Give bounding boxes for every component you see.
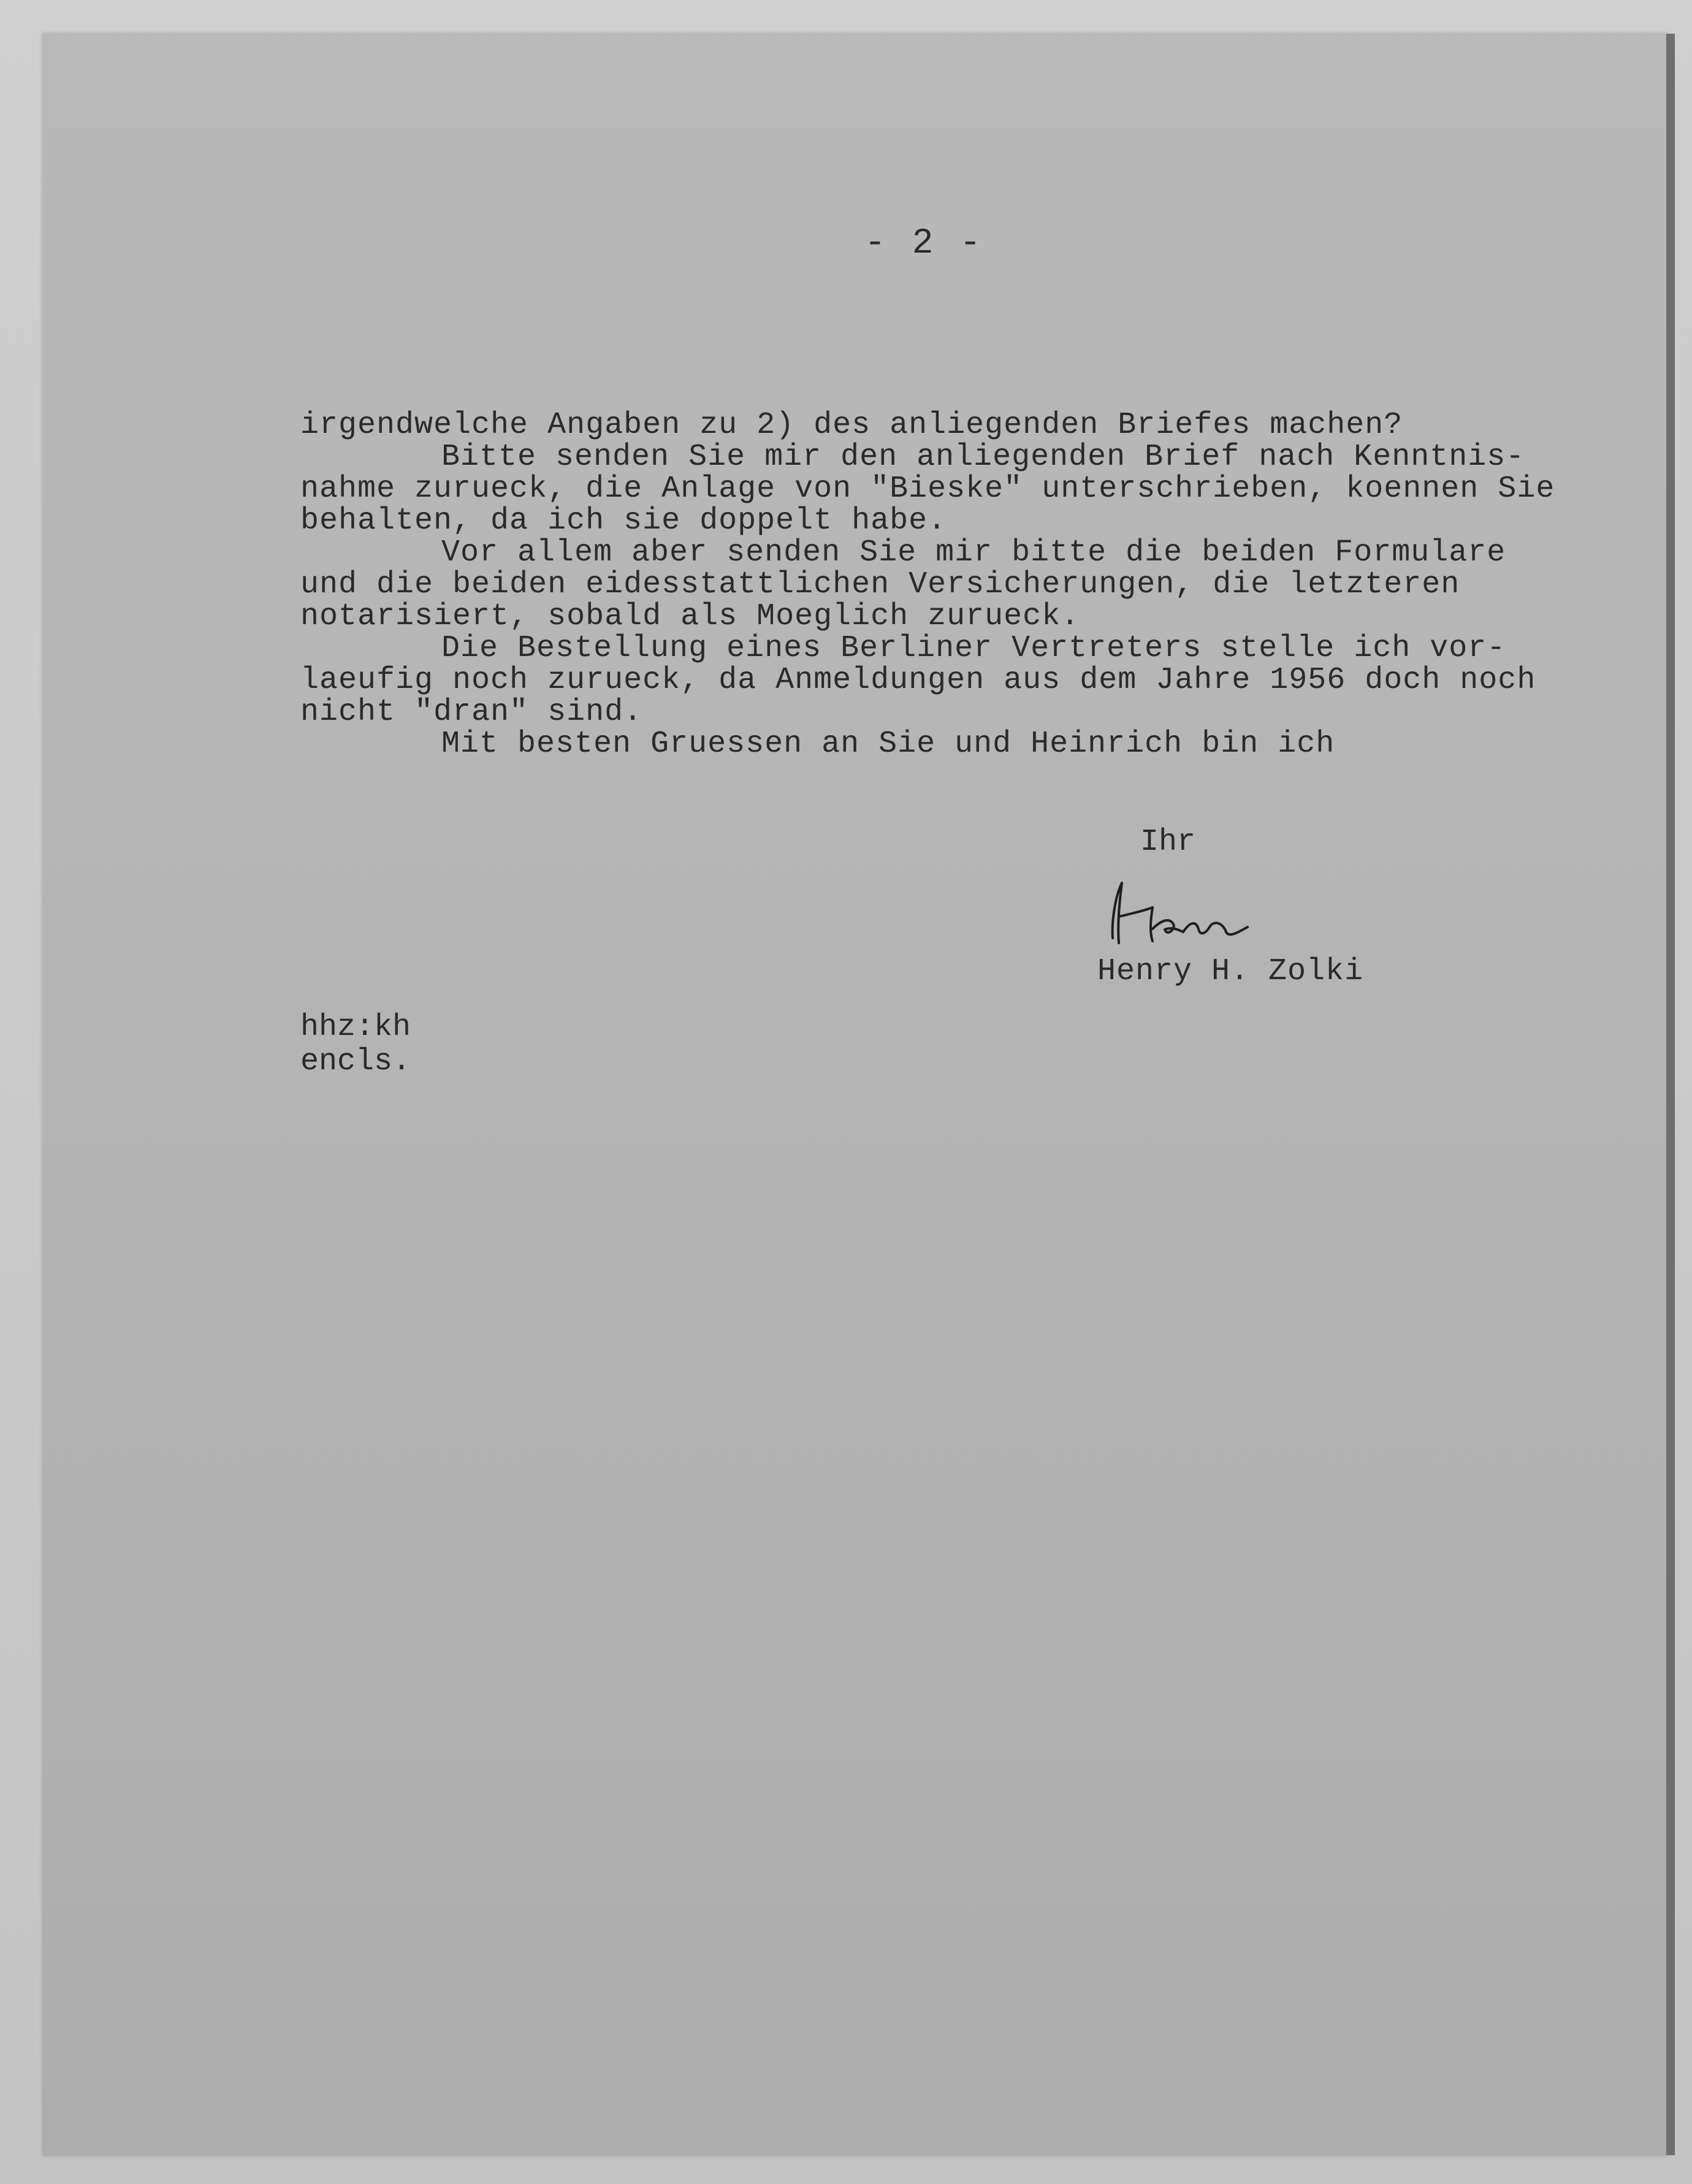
letter-page	[43, 34, 1667, 2155]
body-line: nicht "dran" sind.	[300, 695, 643, 730]
body-line: und die beiden eidesstattlichen Versicherungen, die letzteren	[300, 567, 1460, 602]
enclosures-note: encls.	[300, 1044, 411, 1079]
body-line: behalten, da ich sie doppelt habe.	[300, 503, 947, 538]
body-line: laeufig noch zurueck, da Anmeldungen aus dem Jahre 1956 doch noch	[300, 663, 1536, 698]
body-line: Mit besten Gruessen an Sie und Heinrich bin ich	[441, 727, 1335, 762]
reference-block	[300, 1010, 411, 1079]
body-line: notarisiert, sobald als Moeglich zurueck.	[300, 599, 1080, 634]
letter-body	[300, 410, 1588, 760]
scan-edge	[1666, 34, 1675, 2155]
page-number: - 2 -	[864, 224, 984, 264]
body-line: Bitte senden Sie mir den anliegenden Brief nach Kenntnis-	[441, 440, 1525, 475]
body-line: nahme zurueck, die Anlage von "Bieske" unterschrieben, koennen Sie	[300, 472, 1555, 506]
body-line: Vor allem aber senden Sie mir bitte die beiden Formulare	[441, 535, 1506, 570]
reference-initials: hhz:kh	[300, 1010, 411, 1045]
signer-name: Henry H. Zolki	[1097, 954, 1364, 989]
closing-salutation: Ihr	[1140, 825, 1196, 860]
body-line: irgendwelche Angaben zu 2) des anliegenden Briefes machen?	[300, 408, 1403, 443]
body-line: Die Bestellung eines Berliner Vertreters stelle ich vor-	[441, 631, 1506, 666]
handwritten-signature	[1094, 871, 1278, 956]
